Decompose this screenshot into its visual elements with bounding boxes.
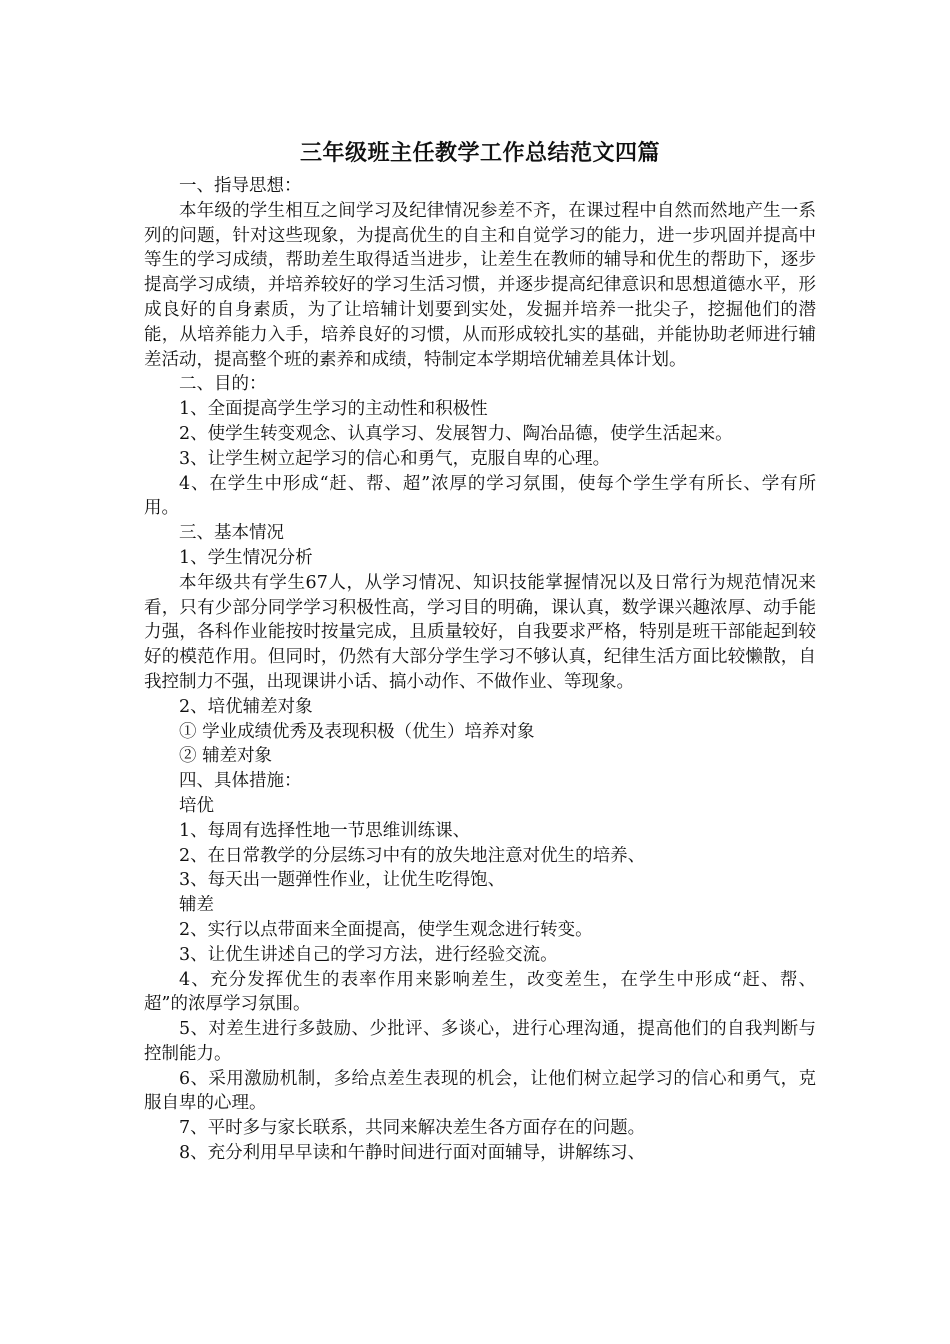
list-item: 3、让学生树立起学习的信心和勇气，克服自卑的心理。: [179, 448, 611, 469]
list-item: 2、在日常教学的分层练习中有的放失地注意对优生的培养、: [179, 845, 646, 866]
list-item: 2、使学生转变观念、认真学习、发展智力、陶冶品德，使学生活起来。: [179, 423, 733, 444]
section-heading-2: 二、目的：: [179, 374, 267, 395]
list-item: 4、充分发挥优生的表率作用来影响差生，改变差生，在学生中形成“赶、帮、超”的浓厚学习氛围。: [144, 969, 816, 1015]
list-item: ① 学业成绩优秀及表现积极（优生）培养对象: [179, 721, 535, 742]
document-page: [144, 138, 816, 1166]
document-title: 三年级班主任教学工作总结范文四篇: [299, 140, 660, 166]
list-item: 6、采用激励机制，多给点差生表现的机会，让他们树立起学习的信心和勇气，克服自卑的心理。: [144, 1068, 816, 1114]
list-item: 5、对差生进行多鼓励、少批评、多谈心，进行心理沟通，提高他们的自我判断与控制能力。: [144, 1019, 816, 1064]
subsection-heading: 2、培优辅差对象: [179, 696, 313, 717]
list-item: ② 辅差对象: [179, 746, 273, 767]
subsection-heading: 1、学生情况分析: [179, 547, 313, 568]
paragraph-student-analysis: 本年级共有学生67人，从学习情况、知识技能掌握情况以及日常行为规范情况来看，只有少部分同学学习积极性高，学习目的明确，课认真，数学课兴趣浓厚、动手能力强，各科作业能按时按量完成，且质量较好，自我要求严格，特别是班干部能起到较好的模范作用。但同时，仍然有大部分学生学习不够认真，纪律生活方面比较懒散，自我控制力不强，出现课讲小话、搞小动作、不做作业、等现象。: [144, 572, 816, 692]
list-item: 3、每天出一题弹性作业，让优生吃得饱、: [179, 870, 506, 891]
list-item: 8、充分利用早早读和午静时间进行面对面辅导，讲解练习、: [179, 1143, 646, 1164]
subsection-heading: 培优: [179, 795, 214, 816]
list-item: 1、每周有选择性地一节思维训练课、: [179, 820, 471, 841]
section-heading-3: 三、基本情况: [179, 523, 284, 544]
section-heading-1: 一、指导思想：: [179, 176, 302, 196]
section-heading-4: 四、具体措施：: [179, 771, 302, 792]
list-item: 1、全面提高学生学习的主动性和积极性: [179, 399, 488, 420]
list-item: 4、在学生中形成“赶、帮、超”浓厚的学习氛围，使每个学生学有所长、学有所用。: [144, 473, 816, 519]
paragraph-guiding-thought: 本年级的学生相互之间学习及纪律情况参差不齐，在课过程中自然而然地产生一系列的问题，针对这些现象，为提高优生的自主和自觉学习的能力，进一步巩固并提高中等生的学习成绩，帮助差生取得适当进步，让差生在教师的辅导和优生的帮助下，逐步提高学习成绩，并培养较好的学习生活习惯，并逐步提高纪律意识和思想道德水平，形成良好的自身素质，为了让培辅计划要到实处，发掘并培养一批尖子，挖掘他们的潜能，从培养能力入手，培养良好的习惯，从而形成较扎实的基础，并能协助老师进行辅差活动，提高整个班的素养和成绩，特制定本学期培优辅差具体计划。: [144, 200, 816, 370]
list-item: 7、平时多与家长联系，共同来解决差生各方面存在的问题。: [179, 1118, 646, 1139]
list-item: 3、让优生讲述自己的学习方法，进行经验交流。: [179, 944, 558, 965]
list-item: 2、实行以点带面来全面提高，使学生观念进行转变。: [179, 919, 593, 940]
subsection-heading: 辅差: [179, 895, 214, 916]
